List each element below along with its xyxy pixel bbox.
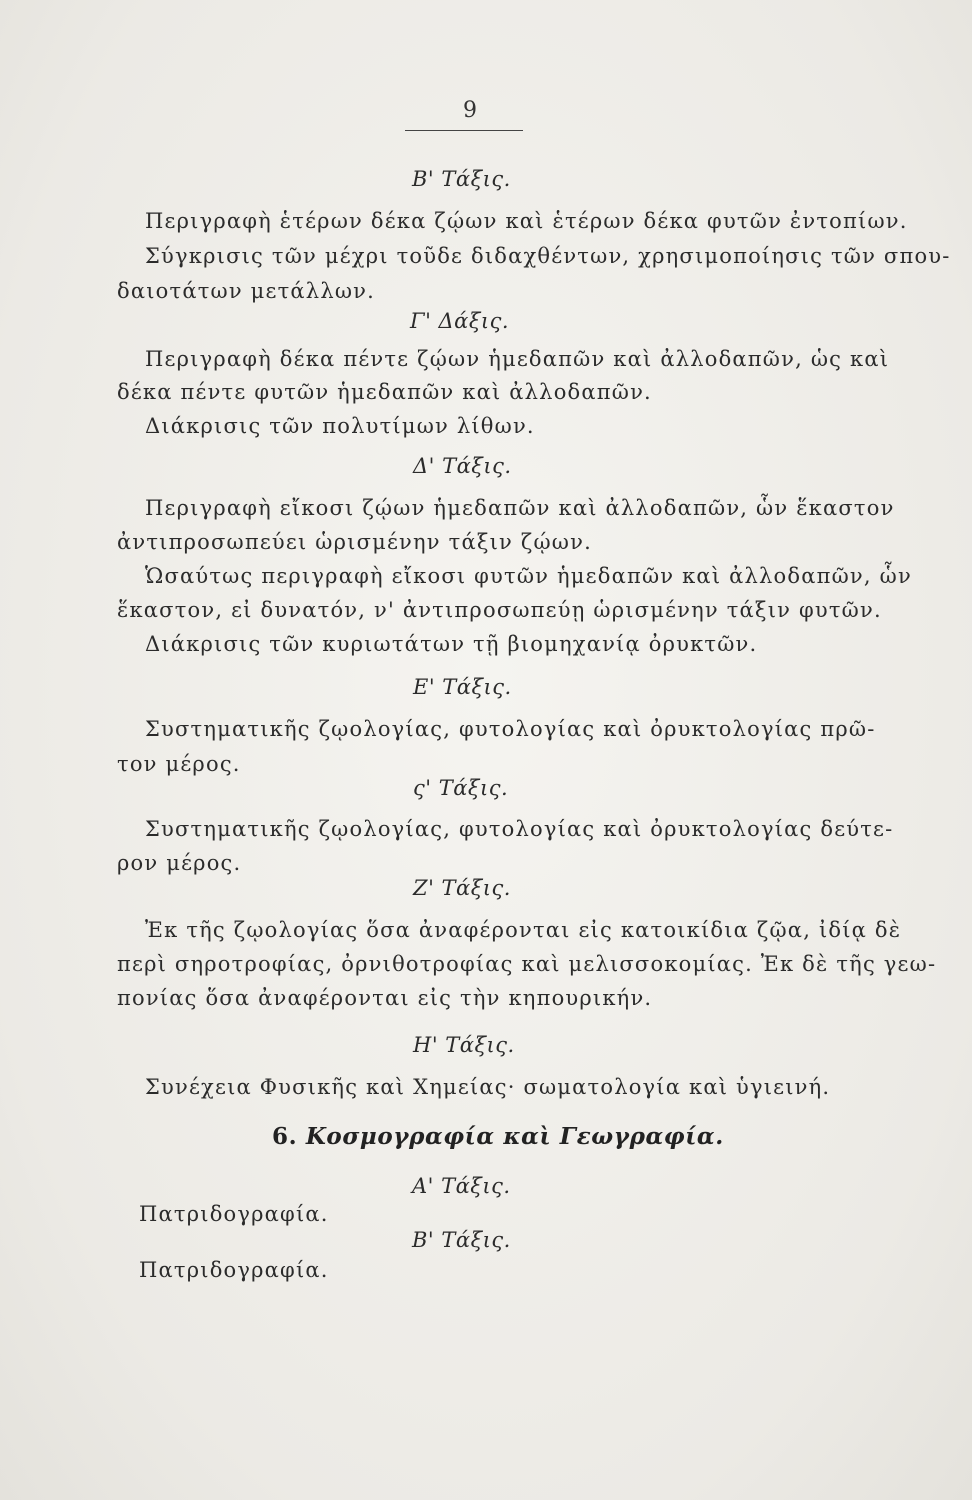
heading-class-g: Γ' Δάξις.	[410, 309, 510, 333]
heading-class-b2: Β' Τάξις.	[412, 1228, 511, 1252]
text-line: Σύγκρισις τῶν μέχρι τοῦδε διδαχθέντων, χρησιμοποίησις τῶν σπου-	[145, 244, 951, 268]
text-line: Διάκρισις τῶν κυριωτάτων τῇ βιομηχανίᾳ ὀρυκτῶν.	[145, 632, 758, 656]
text-line: Ἐκ τῆς ζῳολογίας ὅσα ἀναφέρονται εἰς κατοικίδια ζῷα, ἰδίᾳ δὲ	[145, 918, 902, 942]
text-line: Συστηματικῆς ζῳολογίας, φυτολογίας καὶ ὀρυκτολογίας πρῶ-	[145, 717, 876, 741]
header-rule	[405, 130, 523, 131]
text-line: περὶ σηροτροφίας, ὀρνιθοτροφίας καὶ μελισσοκομίας. Ἐκ δὲ τῆς γεω-	[117, 952, 937, 976]
heading-class-a2: Α' Τάξις.	[412, 1174, 511, 1198]
text-line: δέκα πέντε φυτῶν ἡμεδαπῶν καὶ ἀλλοδαπῶν.	[117, 380, 652, 404]
text-line: ἀντιπροσωπεύει ὡρισμένην τάξιν ζῴων.	[117, 530, 592, 554]
text-line: ρον μέρος.	[117, 851, 242, 875]
text-line: ἕκαστον, εἰ δυνατόν, ν' ἀντιπροσωπεύῃ ὡρισμένην τάξιν φυτῶν.	[117, 598, 882, 622]
heading-class-st: ς' Τάξις.	[413, 776, 509, 800]
text-line: Ὡσαύτως περιγραφὴ εἴκοσι φυτῶν ἡμεδαπῶν καὶ ἀλλοδαπῶν, ὧν	[145, 564, 912, 588]
heading-class-z: Ζ' Τάξις.	[413, 876, 511, 900]
text-line: Περιγραφὴ εἴκοσι ζῴων ἡμεδαπῶν καὶ ἀλλοδαπῶν, ὧν ἕκαστον	[145, 496, 895, 520]
section-title-text: Κοσμογραφία καὶ Γεωγραφία.	[305, 1123, 724, 1150]
heading-class-d: Δ' Τάξις.	[413, 454, 512, 478]
page-number: 9	[463, 98, 477, 123]
text-line: πονίας ὅσα ἀναφέρονται εἰς τὴν κηπουρικήν.	[117, 986, 653, 1010]
text-line: δαιοτάτων μετάλλων.	[117, 279, 375, 303]
text-line: Συστηματικῆς ζῳολογίας, φυτολογίας καὶ ὀρυκτολογίας δεύτε-	[145, 817, 894, 841]
heading-class-h: Η' Τάξις.	[413, 1033, 515, 1057]
section-title	[272, 1123, 724, 1150]
text-line: Συνέχεια Φυσικῆς καὶ Χημείας· σωματολογία καὶ ὑγιεινή.	[145, 1075, 831, 1099]
text-line: Περιγραφὴ δέκα πέντε ζῴων ἡμεδαπῶν καὶ ἀλλοδαπῶν, ὡς καὶ	[145, 347, 890, 371]
section-number: 6.	[272, 1123, 298, 1150]
text-line: τον μέρος.	[117, 752, 241, 776]
text-line: Πατριδογραφία.	[139, 1258, 329, 1282]
text-line: Περιγραφὴ ἑτέρων δέκα ζῴων καὶ ἑτέρων δέκα φυτῶν ἐντοπίων.	[145, 209, 908, 233]
heading-class-b: Β' Τάξις.	[412, 167, 511, 191]
text-line: Διάκρισις τῶν πολυτίμων λίθων.	[145, 414, 535, 438]
heading-class-e: Ε' Τάξις.	[413, 675, 512, 699]
text-line: Πατριδογραφία.	[139, 1202, 329, 1226]
